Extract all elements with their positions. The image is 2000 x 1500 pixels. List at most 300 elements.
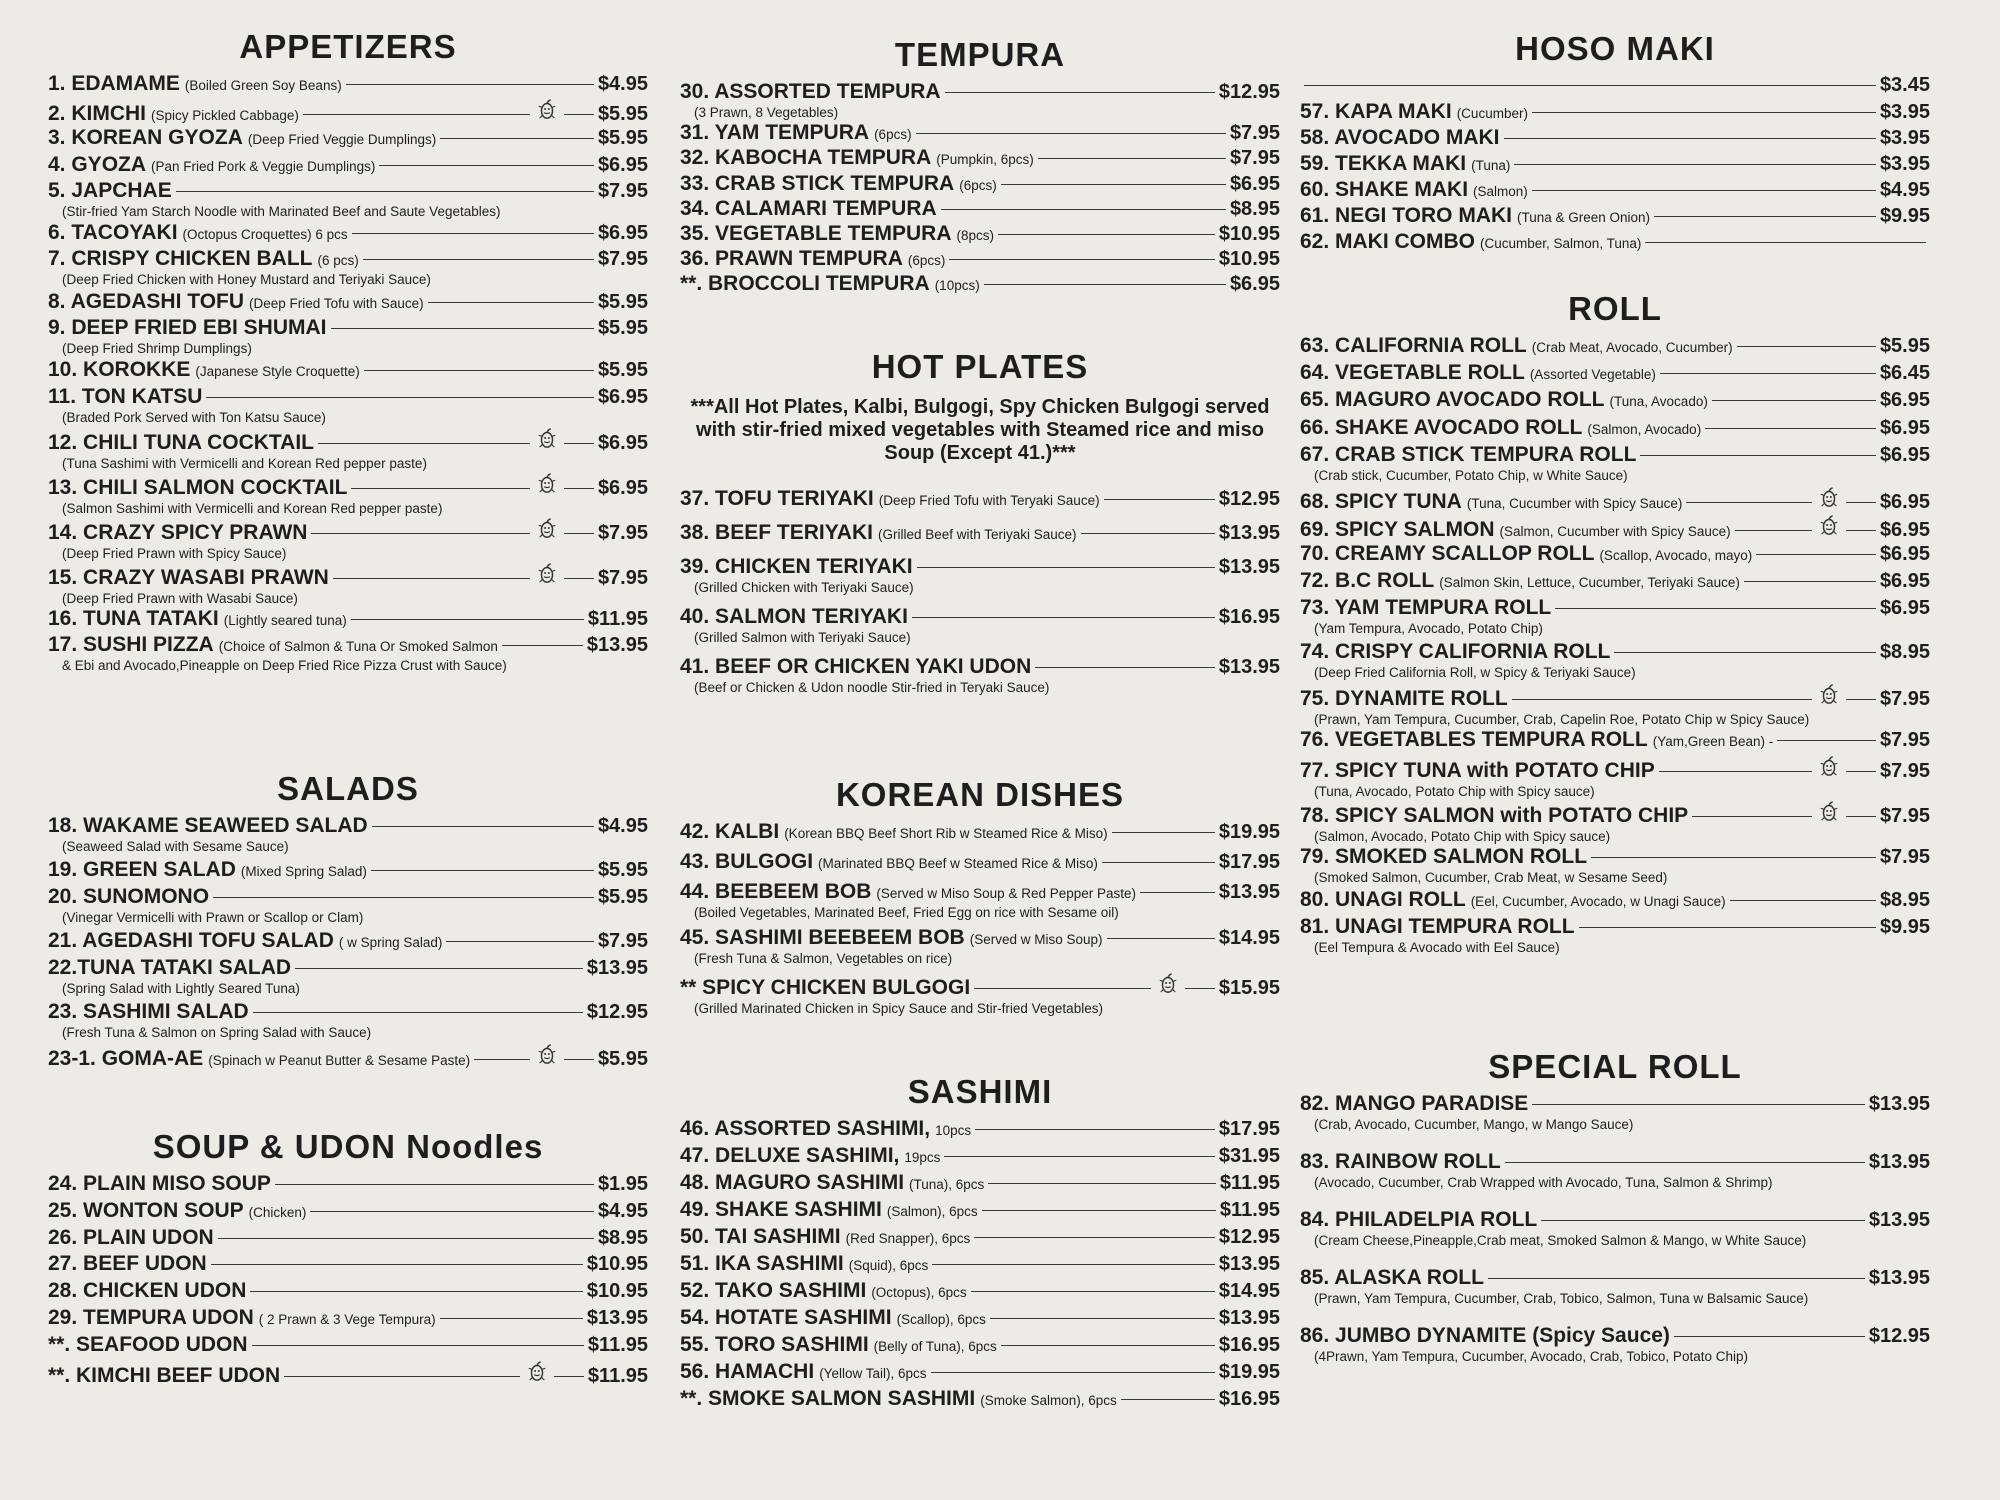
item-price: $13.95 (1218, 522, 1280, 544)
menu-item (1300, 100, 1930, 126)
menu-item (680, 121, 1280, 146)
item-name: 48. MAGURO SASHIMI (680, 1171, 905, 1194)
item-name: **. SMOKE SALMON SASHIMI (680, 1387, 976, 1410)
item-note: ( 2 Prawn & 3 Vege Tempura) (258, 1311, 436, 1327)
price-leader-line (912, 617, 1215, 618)
item-price: $13.95 (1868, 1209, 1930, 1231)
item-name: 5. JAPCHAE (48, 178, 172, 202)
price-leader-line (974, 988, 1151, 989)
price-leader-line (1579, 927, 1876, 928)
item-name: 72. B.C ROLL (1300, 569, 1435, 593)
item-name: 55. TORO SASHIMI (680, 1333, 869, 1356)
menu-item (48, 247, 648, 289)
menu-item (680, 487, 1280, 521)
menu-item (48, 1172, 648, 1199)
item-price: $7.95 (597, 248, 648, 271)
item-note: (Pumpkin, 6pcs) (936, 152, 1034, 168)
item-price: $13.95 (586, 1306, 648, 1329)
item-note: (Assorted Vegetable) (1529, 367, 1656, 383)
price-leader-line (932, 1264, 1215, 1265)
price-leader-line (1104, 499, 1215, 500)
item-note: (Squid), 6pcs (848, 1258, 929, 1273)
item-name: 63. CALIFORNIA ROLL (1300, 334, 1527, 357)
section-note: ***All Hot Plates, Kalbi, Bulgogi, Spy Chicken Bulgogi served with stir-fried mixed vegetables with Steamed rice and miso Soup (Except 41.)*** (690, 396, 1270, 464)
item-price: $5.95 (597, 317, 648, 340)
price-leader-line (564, 443, 594, 444)
price-leader-line (379, 165, 594, 166)
price-leader-line (352, 233, 594, 234)
item-name: 36. PRAWN TEMPURA (680, 247, 903, 271)
spicy-pepper-icon (1818, 486, 1840, 508)
item-note: (6pcs) (874, 127, 912, 143)
item-note: (Tuna), 6pcs (909, 1177, 985, 1192)
item-note: (Red Snapper), 6pcs (845, 1231, 971, 1246)
item-name: 57. KAPA MAKI (1300, 100, 1452, 123)
item-price: $17.95 (1218, 851, 1280, 873)
menu-item (680, 272, 1280, 297)
item-note: (Tuna & Green Onion) (1516, 210, 1651, 225)
item-price: $7.95 (1229, 147, 1280, 170)
item-description: (Smoked Salmon, Cucumber, Crab Meat, w Sesame Seed) (1314, 869, 1668, 885)
spicy-pepper-icon (536, 517, 558, 539)
section-title: APPETIZERS (239, 28, 457, 65)
item-note: 19pcs (904, 1150, 941, 1165)
menu-item (1300, 178, 1930, 204)
price-leader-line (1846, 771, 1876, 772)
item-name: 11. TON KATSU (48, 384, 203, 408)
item-price: $3.95 (1879, 127, 1930, 149)
price-leader-line (1121, 1399, 1215, 1400)
item-name: 64. VEGETABLE ROLL (1300, 361, 1525, 385)
item-name: 14. CRAZY SPICY PRAWN (48, 520, 308, 544)
price-leader-line (363, 259, 594, 260)
price-leader-line (1640, 455, 1876, 456)
item-price: $14.95 (1218, 1280, 1280, 1302)
price-leader-line (975, 1129, 1215, 1130)
item-price: $8.95 (1879, 640, 1930, 663)
item-description: (Beef or Chicken & Udon noodle Stir-fried in Teryaki Sauce) (694, 680, 1050, 695)
price-leader-line (1614, 652, 1876, 653)
item-price: $12.95 (586, 1000, 648, 1023)
item-note: (6 pcs) (317, 253, 359, 269)
price-leader-line (1038, 158, 1226, 159)
item-note: (6pcs) (959, 177, 997, 193)
menu-item (48, 858, 648, 886)
item-name: 13. CHILI SALMON COCKTAIL (48, 475, 348, 499)
item-name: 4. GYOZA (48, 152, 147, 176)
item-price: $6.95 (1879, 416, 1930, 439)
item-note: (10pcs) (934, 278, 980, 294)
item-price: $6.95 (1879, 443, 1930, 466)
item-description: (Deep Fried Prawn with Wasabi Sauce) (62, 590, 298, 606)
menu-item (1300, 74, 1930, 100)
price-leader-line (1846, 699, 1876, 700)
menu-item (48, 1360, 648, 1388)
item-price: $12.95 (1868, 1325, 1930, 1347)
item-name: 1. EDAMAME (48, 72, 180, 95)
menu-item (1300, 728, 1930, 755)
price-leader-line (206, 397, 594, 398)
item-price: $5.95 (597, 858, 648, 881)
item-note: (Deep Fried Tofu with Teryaki Sauce) (878, 493, 1100, 508)
item-price: $12.95 (1218, 488, 1280, 510)
price-leader-line (253, 1012, 583, 1013)
item-name: 29. TEMPURA UDON (48, 1305, 254, 1329)
spicy-pepper-icon (1818, 755, 1840, 777)
price-leader-line (318, 443, 530, 444)
item-note: (Salmon Skin, Lettuce, Cucumber, Teriyaki Sauce) (1439, 575, 1740, 591)
menu-item (1300, 126, 1930, 152)
price-leader-line (1686, 502, 1812, 503)
item-price: $13.95 (1218, 556, 1280, 578)
menu-item (1300, 1092, 1930, 1150)
item-price: $6.95 (1879, 518, 1930, 541)
item-note: (Pan Fried Pork & Veggie Dumplings) (151, 158, 376, 174)
spicy-pepper-icon (526, 1360, 548, 1382)
item-note: (Cucumber, Salmon, Tuna) (1480, 236, 1642, 251)
item-name: 81. UNAGI TEMPURA ROLL (1300, 915, 1575, 939)
menu-item (1300, 683, 1930, 728)
menu-item (680, 655, 1280, 705)
item-price: $1.95 (597, 1173, 648, 1195)
item-price: $13.95 (586, 634, 648, 657)
price-leader-line (1744, 581, 1876, 582)
price-leader-line (1532, 1104, 1865, 1105)
item-note: (Japanese Style Croquette) (195, 364, 360, 380)
menu-item (680, 1225, 1280, 1252)
menu-item (48, 1000, 648, 1044)
item-name: 43. BULGOGI (680, 850, 814, 873)
menu-item (48, 633, 648, 675)
menu-item (1300, 1266, 1930, 1324)
menu-item (48, 427, 648, 472)
item-note: (Deep Fried Tofu with Sauce) (249, 295, 424, 311)
price-leader-line (564, 114, 594, 115)
item-name: 79. SMOKED SALMON ROLL (1300, 844, 1588, 868)
item-price: $16.95 (1218, 606, 1280, 628)
item-name: 18. WAKAME SEAWEED SALAD (48, 814, 368, 837)
item-price: $4.95 (597, 73, 648, 95)
price-leader-line (1659, 771, 1812, 772)
item-price: $13.95 (1868, 1093, 1930, 1115)
price-leader-line (564, 578, 594, 579)
price-leader-line (213, 897, 594, 898)
price-leader-line (554, 1376, 584, 1377)
item-name: 31. YAM TEMPURA (680, 121, 870, 145)
menu-item (48, 472, 648, 517)
item-note: 10pcs (935, 1123, 972, 1138)
item-name: 35. VEGETABLE TEMPURA (680, 221, 952, 245)
item-note: (Cucumber) (1456, 106, 1528, 121)
price-leader-line (446, 941, 594, 942)
menu-item (1300, 204, 1930, 230)
item-price: $6.95 (1229, 172, 1280, 195)
menu-item (48, 126, 648, 152)
price-leader-line (949, 259, 1214, 260)
price-leader-line (1514, 164, 1876, 165)
item-name: 44. BEEBEEM BOB (680, 880, 872, 903)
item-note: (Tuna, Cucumber with Spicy Sauce) (1466, 495, 1683, 511)
item-price: $15.95 (1218, 977, 1280, 999)
price-leader-line (941, 209, 1226, 210)
menu-item (680, 222, 1280, 247)
item-note: (Salmon, Cucumber with Spicy Sauce) (1499, 523, 1731, 539)
item-name: 39. CHICKEN TERIYAKI (680, 555, 913, 578)
item-price: $6.95 (597, 153, 648, 176)
menu-item (680, 1306, 1280, 1333)
section-title: SOUP & UDON Noodles (152, 1128, 544, 1165)
price-leader-line (1102, 862, 1215, 863)
section-special (1300, 1048, 1930, 1382)
item-price: $14.95 (1218, 927, 1280, 949)
item-price: $6.95 (597, 385, 648, 408)
item-price: $10.95 (1218, 222, 1280, 245)
price-leader-line (1591, 857, 1876, 858)
item-name: 75. DYNAMITE ROLL (1300, 686, 1508, 710)
menu-item (1300, 334, 1930, 361)
price-leader-line (1712, 400, 1876, 401)
item-description: (Grilled Salmon with Teriyaki Sauce) (694, 630, 911, 645)
menu-item (680, 1360, 1280, 1387)
section-title: SALADS (277, 770, 419, 807)
item-name: 83. RAINBOW ROLL (1300, 1150, 1501, 1173)
menu-item (1300, 800, 1930, 845)
item-name: 22.TUNA TATAKI SALAD (48, 956, 292, 979)
menu-item (1300, 361, 1930, 388)
item-price: $11.95 (587, 1333, 648, 1356)
menu-item (1300, 388, 1930, 415)
item-note: (Tuna) (1471, 158, 1511, 173)
price-leader-line (1001, 184, 1226, 185)
item-price: $7.95 (597, 929, 648, 952)
item-price: $3.95 (1879, 153, 1930, 175)
price-leader-line (295, 968, 583, 969)
section-soup (48, 1128, 648, 1388)
price-leader-line (372, 826, 594, 827)
spicy-pepper-icon (536, 1043, 558, 1065)
item-name: 85. ALASKA ROLL (1300, 1266, 1484, 1289)
item-price: $11.95 (1219, 1172, 1280, 1194)
item-price: $7.95 (1879, 687, 1930, 710)
item-description: (Salmon Sashimi with Vermicelli and Korean Red pepper paste) (62, 500, 443, 516)
item-name: 3. KOREAN GYOZA (48, 126, 243, 150)
item-name: 32. KABOCHA TEMPURA (680, 146, 932, 170)
price-leader-line (1185, 988, 1215, 989)
menu-item (48, 358, 648, 384)
menu-item (680, 1279, 1280, 1306)
menu-item (1300, 230, 1930, 256)
item-description: (Deep Fried Chicken with Honey Mustard and Teriyaki Sauce) (62, 272, 431, 288)
section-appetizers (48, 28, 648, 676)
item-note: (Korean BBQ Beef Short Rib w Steamed Rice & Miso) (784, 826, 1108, 841)
price-leader-line (1112, 832, 1215, 833)
item-price: $16.95 (1218, 1334, 1280, 1356)
item-name: 84. PHILADELPIA ROLL (1300, 1208, 1538, 1231)
price-leader-line (474, 1059, 530, 1060)
price-leader-line (1532, 112, 1876, 113)
item-name: 2. KIMCHI (48, 102, 147, 126)
menu-item (1300, 514, 1930, 542)
item-name: 25. WONTON SOUP (48, 1198, 244, 1222)
item-price: $6.95 (597, 476, 648, 499)
item-price: $8.95 (1879, 889, 1930, 912)
item-name: 8. AGEDASHI TOFU (48, 289, 245, 313)
item-price: $5.95 (597, 290, 648, 313)
item-note: (Eel, Cucumber, Avocado, w Unagi Sauce) (1470, 894, 1726, 910)
item-note: (Spinach w Peanut Butter & Sesame Paste) (208, 1053, 471, 1068)
item-price: $11.95 (1219, 1199, 1280, 1221)
item-price: $7.95 (1879, 804, 1930, 827)
price-leader-line (1654, 216, 1876, 217)
price-leader-line (1001, 1345, 1215, 1346)
item-price: $19.95 (1218, 821, 1280, 843)
section-roll (1300, 290, 1930, 958)
item-name: 68. SPICY TUNA (1300, 489, 1462, 513)
price-leader-line (1846, 502, 1876, 503)
menu-item (1300, 755, 1930, 800)
spicy-pepper-icon (1157, 972, 1179, 994)
item-name: 40. SALMON TERIYAKI (680, 605, 908, 628)
item-note: (Scallop, Avocado, mayo) (1599, 547, 1753, 563)
menu-item (680, 1144, 1280, 1171)
item-price: $6.95 (1879, 597, 1930, 620)
item-note: (Salmon, Avocado) (1587, 421, 1702, 437)
item-price: $7.95 (1879, 728, 1930, 751)
item-name: 77. SPICY TUNA with POTATO CHIP (1300, 758, 1655, 782)
item-description: (Yam Tempura, Avocado, Potato Chip) (1314, 621, 1543, 637)
menu-item (680, 172, 1280, 197)
item-note: (Marinated BBQ Beef w Steamed Rice & Miso) (818, 856, 1098, 871)
item-price: $4.95 (597, 815, 648, 837)
section-title: HOSO MAKI (1515, 30, 1715, 67)
item-price: $13.95 (1868, 1151, 1930, 1173)
menu-item (48, 814, 648, 858)
price-leader-line (364, 370, 594, 371)
section-hosomaki (1300, 30, 1930, 256)
price-leader-line (944, 1156, 1214, 1157)
item-name: 26. PLAIN UDON (48, 1225, 214, 1249)
section-salads (48, 770, 648, 1071)
item-price: $6.95 (1879, 542, 1930, 565)
item-name: 80. UNAGI ROLL (1300, 888, 1466, 912)
menu-item (680, 197, 1280, 222)
price-leader-line (1504, 138, 1876, 139)
item-price: $7.95 (597, 566, 648, 589)
item-description: (3 Prawn, 8 Vegetables) (694, 105, 839, 120)
item-description: (Salmon, Avocado, Potato Chip with Spicy sauce) (1314, 828, 1611, 844)
item-description: (Deep Fried California Roll, w Spicy & Teriyaki Sauce) (1314, 664, 1636, 680)
item-name: 60. SHAKE MAKI (1300, 178, 1469, 201)
menu-item (680, 972, 1280, 1018)
item-name: 52. TAKO SASHIMI (680, 1279, 867, 1302)
menu-item (680, 1171, 1280, 1198)
item-note: (6pcs) (907, 253, 946, 269)
item-name: 23. SASHIMI SALAD (48, 999, 249, 1023)
menu-item (1300, 443, 1930, 486)
menu-item (48, 1226, 648, 1253)
item-note: (Served w Miso Soup) (969, 932, 1103, 947)
item-name: 86. JUMBO DYNAMITE (Spicy Sauce) (1300, 1324, 1670, 1347)
item-description: (Boiled Vegetables, Marinated Beef, Fried Egg on rice with Sesame oil) (694, 905, 1119, 920)
menu-item (1300, 845, 1930, 888)
menu-item (680, 605, 1280, 655)
menu-item (1300, 1150, 1930, 1208)
price-leader-line (371, 870, 594, 871)
item-description: & Ebi and Avocado,Pineapple on Deep Fried Rice Pizza Crust with Sauce) (62, 658, 507, 674)
item-price: $17.95 (1218, 1118, 1280, 1140)
menu-item (1300, 1208, 1930, 1266)
item-name: 27. BEEF UDON (48, 1252, 207, 1276)
item-description: (Seaweed Salad with Sesame Sauce) (62, 839, 289, 854)
menu-item (1300, 416, 1930, 443)
item-name: 58. AVOCADO MAKI (1300, 126, 1500, 149)
price-leader-line (1512, 699, 1812, 700)
spicy-pepper-icon (1818, 800, 1840, 822)
spicy-pepper-icon (536, 98, 558, 120)
item-price: $6.95 (1879, 570, 1930, 593)
price-leader-line (1488, 1278, 1865, 1279)
item-note: (Yellow Tail), 6pcs (819, 1366, 927, 1381)
menu-item (1300, 888, 1930, 915)
item-note: (Octopus), 6pcs (871, 1285, 967, 1300)
section-hotplates (680, 348, 1280, 705)
item-name: **. KIMCHI BEEF UDON (48, 1363, 281, 1387)
item-name: 9. DEEP FRIED EBI SHUMAI (48, 316, 327, 340)
item-description: (Prawn, Yam Tempura, Cucumber, Crab, Capelin Roe, Potato Chip w Spicy Sauce) (1314, 711, 1810, 727)
item-price: $8.95 (1229, 197, 1280, 220)
item-price: $6.95 (1879, 389, 1930, 412)
item-name: 82. MANGO PARADISE (1300, 1092, 1529, 1115)
item-description: (Prawn, Yam Tempura, Cucumber, Crab, Tobico, Salmon, Tuna w Balsamic Sauce) (1314, 1291, 1809, 1306)
item-name: 59. TEKKA MAKI (1300, 152, 1467, 175)
item-name: 61. NEGI TORO MAKI (1300, 204, 1512, 227)
price-leader-line (1660, 373, 1876, 374)
price-leader-line (428, 302, 594, 303)
menu-item (48, 885, 648, 929)
item-price: $7.95 (597, 179, 648, 202)
item-description: (Eel Tempura & Avocado with Eel Sauce) (1314, 940, 1560, 956)
item-name: 74. CRISPY CALIFORNIA ROLL (1300, 639, 1611, 663)
menu-item (680, 521, 1280, 555)
item-note: (Octopus Croquettes) 6 pcs (182, 227, 348, 243)
price-leader-line (303, 114, 530, 115)
price-leader-line (998, 234, 1215, 235)
item-price: $8.95 (597, 1226, 648, 1249)
item-price: $6.45 (1879, 362, 1930, 385)
item-note: (Yam,Green Bean) - (1652, 733, 1774, 749)
section-korean (680, 776, 1280, 1018)
menu-item (680, 1387, 1280, 1414)
item-note: (Salmon), 6pcs (886, 1204, 978, 1219)
item-name: 50. TAI SASHIMI (680, 1225, 841, 1248)
item-price: $3.95 (1879, 101, 1930, 123)
item-name: 38. BEEF TERIYAKI (680, 521, 873, 544)
menu-item (680, 850, 1280, 880)
price-leader-line (974, 1237, 1215, 1238)
menu-item (1300, 569, 1930, 596)
item-note: (Scallop), 6pcs (896, 1312, 986, 1327)
item-name: 46. ASSORTED SASHIMI, (680, 1117, 931, 1140)
item-name: 37. TOFU TERIYAKI (680, 487, 874, 510)
menu-item (48, 1306, 648, 1333)
item-name: 16. TUNA TATAKI (48, 606, 219, 630)
item-note: (Mixed Spring Salad) (240, 863, 367, 879)
price-leader-line (331, 328, 594, 329)
item-description: (4Prawn, Yam Tempura, Cucumber, Avocado, Crab, Tobico, Potato Chip) (1314, 1349, 1748, 1364)
price-leader-line (1645, 242, 1926, 243)
item-description: (Deep Fried Shrimp Dumplings) (62, 341, 252, 357)
item-name: ** SPICY CHICKEN BULGOGI (680, 976, 971, 999)
